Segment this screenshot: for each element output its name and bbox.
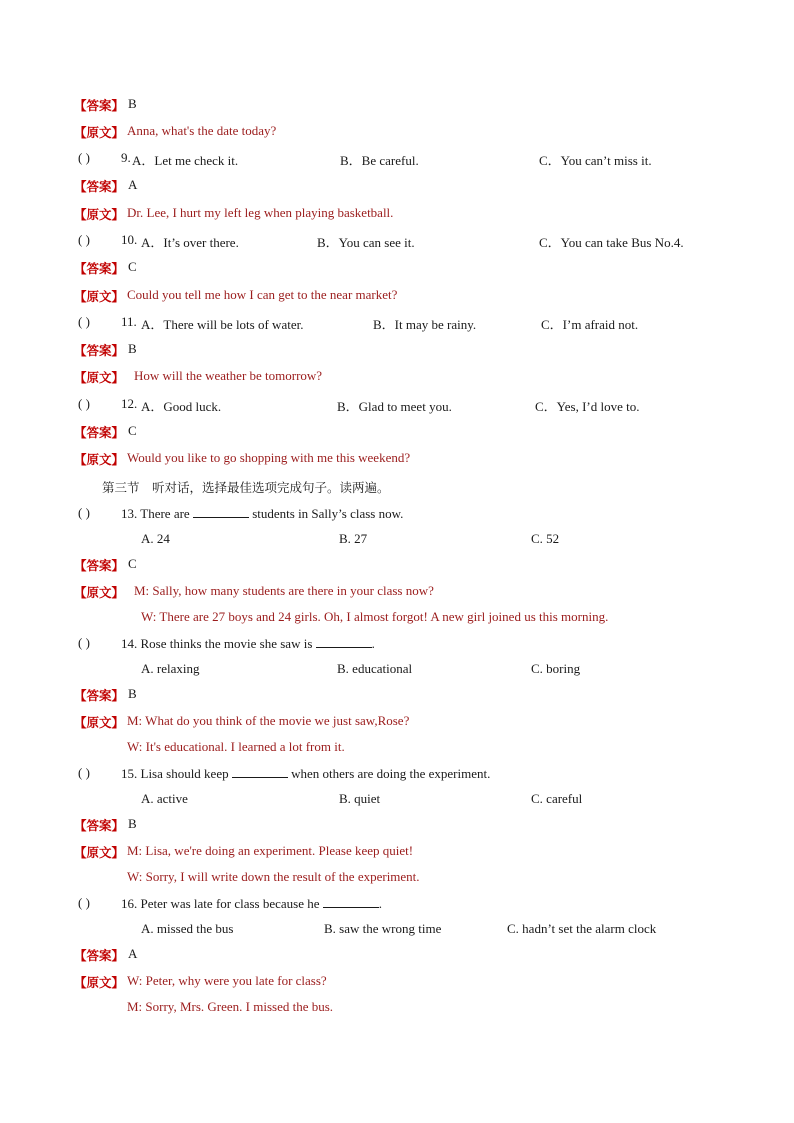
option-c: C. careful [531, 791, 583, 806]
question-stem [121, 895, 382, 912]
answer-tag: 【答案】 [74, 179, 125, 194]
option-b: B．Glad to meet you. [337, 399, 452, 414]
transcript-tag: 【原文】 [74, 207, 125, 222]
option-a: A. active [141, 791, 188, 806]
answer-tag: 【答案】 [74, 558, 125, 573]
answer-bracket[interactable]: ( ) [78, 150, 90, 165]
transcript-tag: 【原文】 [74, 845, 125, 860]
answer-value: C [128, 423, 137, 438]
answer-tag: 【答案】 [74, 261, 125, 276]
stem-text: students in Sally’s class now. [252, 506, 404, 521]
option-a: A．There will be lots of water. [141, 317, 304, 332]
option-c: C．I’m afraid not. [541, 317, 639, 332]
section-heading: 第三节 听对话，选择最佳选项完成句子。读两遍。 [102, 480, 390, 495]
answer-bracket[interactable]: ( ) [78, 314, 90, 329]
question-stem [121, 635, 375, 652]
option-c: C．Yes, I’d love to. [535, 399, 640, 414]
option-a: A. relaxing [141, 661, 200, 676]
answer-bracket[interactable]: ( ) [78, 396, 90, 411]
question-stem [121, 765, 490, 782]
answer-bracket[interactable]: ( ) [78, 505, 90, 520]
stem-text: 15. Lisa should keep [121, 766, 229, 781]
option-c: C. hadn’t set the alarm clock [507, 921, 657, 936]
option-b: B. 27 [339, 531, 368, 546]
question-number: 10. [121, 232, 138, 247]
option-a: A. 24 [141, 531, 170, 546]
transcript-tag: 【原文】 [74, 585, 125, 600]
option-a: A．Good luck. [141, 399, 222, 414]
answer-blank [323, 895, 379, 908]
option-c: C. boring [531, 661, 581, 676]
transcript-tag: 【原文】 [74, 975, 125, 990]
answer-value: A [128, 946, 138, 961]
answer-bracket[interactable]: ( ) [78, 232, 90, 247]
transcript-tag: 【原文】 [74, 715, 125, 730]
stem-text: 13. There are [121, 506, 190, 521]
transcript-text: Could you tell me how I can get to the near market? [127, 287, 398, 302]
answer-value: B [128, 686, 137, 701]
answer-value: B [128, 96, 137, 111]
option-b: B. saw the wrong time [324, 921, 442, 936]
option-b: B．It may be rainy. [373, 317, 477, 332]
answer-tag: 【答案】 [74, 343, 125, 358]
transcript-tag: 【原文】 [74, 370, 125, 385]
answer-blank [193, 505, 249, 518]
question-number: 9. [121, 150, 131, 165]
option-a: A. missed the bus [141, 921, 234, 936]
stem-text: . [371, 636, 375, 651]
transcript-text: W: There are 27 boys and 24 girls. Oh, I almost forgot! A new girl joined us this morning. [141, 609, 609, 624]
question-number: 12. [121, 396, 138, 411]
answer-value: B [128, 816, 137, 831]
answer-bracket[interactable]: ( ) [78, 895, 90, 910]
transcript-text: M: What do you think of the movie we just saw,Rose? [127, 713, 410, 728]
answer-value: C [128, 259, 137, 274]
transcript-text: W: It's educational. I learned a lot from it. [127, 739, 345, 754]
transcript-text: How will the weather be tomorrow? [134, 368, 323, 383]
answer-tag: 【答案】 [74, 425, 125, 440]
answer-value: A [128, 177, 138, 192]
question-number: 11. [121, 314, 137, 329]
answer-value: C [128, 556, 137, 571]
transcript-text: M: Sally, how many students are there in your class now? [134, 583, 434, 598]
stem-text: . [378, 896, 383, 911]
transcript-text: W: Sorry, I will write down the result of the experiment. [127, 869, 420, 884]
transcript-text: Would you like to go shopping with me this weekend? [127, 450, 411, 465]
transcript-tag: 【原文】 [74, 125, 125, 140]
transcript-text: M: Sorry, Mrs. Green. I missed the bus. [127, 999, 334, 1014]
option-b: B. educational [337, 661, 413, 676]
stem-text: 14. Rose thinks the movie she saw is [121, 636, 313, 651]
stem-text: when others are doing the experiment. [291, 766, 491, 781]
transcript-tag: 【原文】 [74, 289, 125, 304]
answer-tag: 【答案】 [74, 948, 125, 963]
answer-value: B [128, 341, 137, 356]
option-a: A．Let me check it. [132, 153, 239, 168]
transcript-tag: 【原文】 [74, 452, 125, 467]
option-c: C. 52 [531, 531, 560, 546]
transcript-text: Dr. Lee, I hurt my left leg when playing basketball. [127, 205, 394, 220]
transcript-text: M: Lisa, we're doing an experiment. Please keep quiet! [127, 843, 414, 858]
option-a: A．It’s over there. [141, 235, 239, 250]
transcript-text: Anna, what's the date today? [127, 123, 277, 138]
answer-tag: 【答案】 [74, 818, 125, 833]
stem-text: 16. Peter was late for class because he [121, 896, 320, 911]
option-b: B. quiet [339, 791, 381, 806]
option-b: B．You can see it. [317, 235, 415, 250]
answer-bracket[interactable]: ( ) [78, 635, 90, 650]
option-c: C．You can take Bus No.4. [539, 235, 684, 250]
question-stem [121, 505, 403, 522]
option-c: C．You can’t miss it. [539, 153, 652, 168]
answer-blank [316, 635, 372, 648]
answer-tag: 【答案】 [74, 688, 125, 703]
option-b: B．Be careful. [340, 153, 419, 168]
answer-blank [232, 765, 288, 778]
transcript-text: W: Peter, why were you late for class? [127, 973, 327, 988]
answer-bracket[interactable]: ( ) [78, 765, 90, 780]
answer-tag: 【答案】 [74, 98, 125, 113]
